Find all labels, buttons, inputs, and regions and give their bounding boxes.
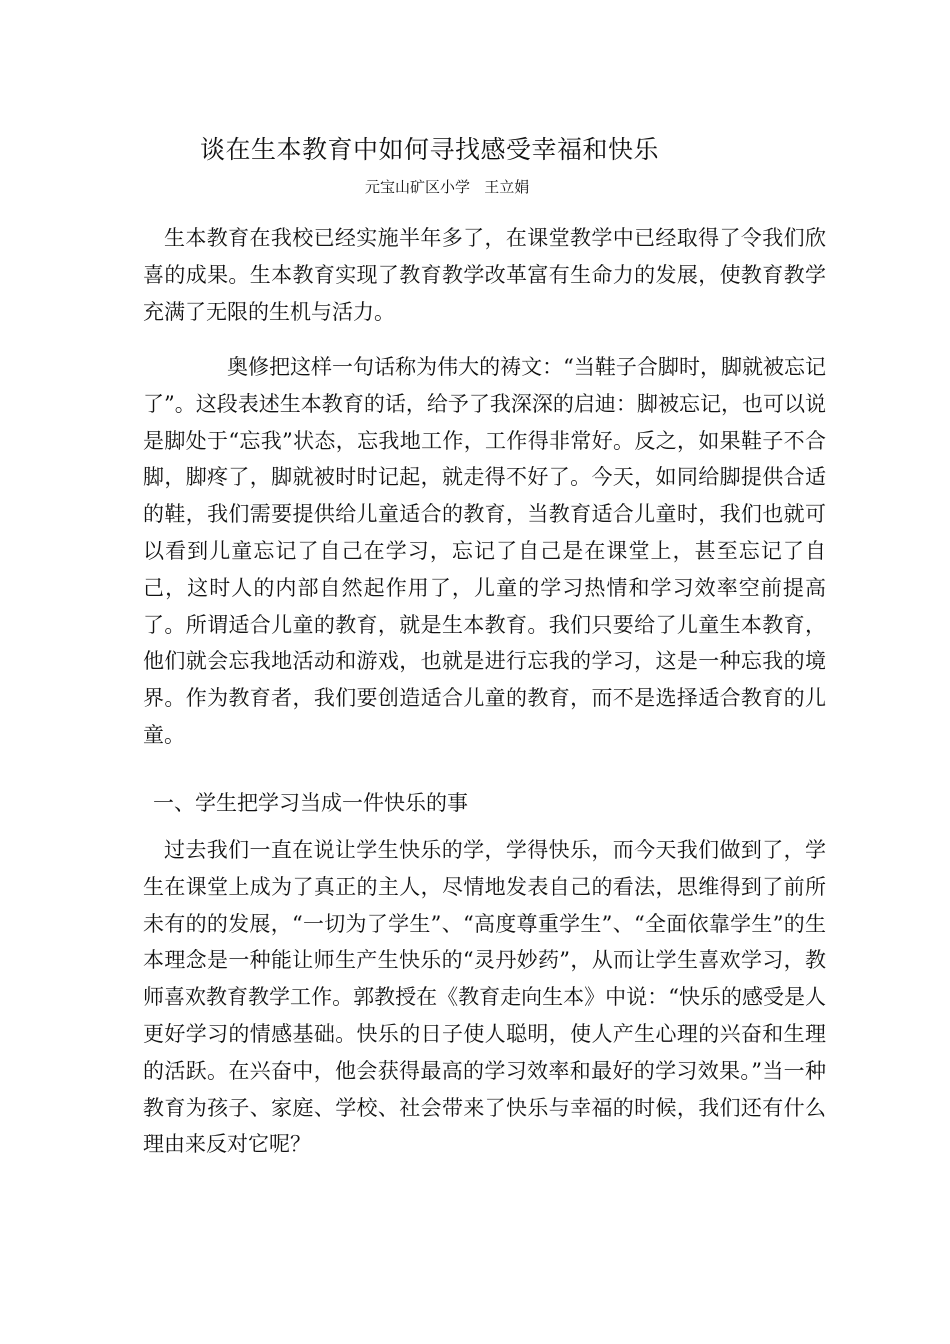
document-title: 谈在生本教育中如何寻找感受幸福和快乐 <box>200 135 660 164</box>
paragraph-intro: 生本教育在我校已经实施半年多了，在课堂教学中已经取得了令我们欣喜的成果。生本教育实现了教育教学改革富有生命力的发展，使教育教学充满了无限的生机与活力。 <box>143 226 826 324</box>
author-line: 元宝山矿区小学 王立娟 <box>365 178 530 196</box>
paragraph-section-one: 过去我们一直在说让学生快乐的学，学得快乐，而今天我们做到了，学生在课堂上成为了真正的主人，尽情地发表自己的看法，思维得到了前所未有的的发展，“一切为了学生”、“高度尊重学生”、“全面依靠学生”的生本理念是一种能让师生产生快乐的“灵丹妙药”，从而让学生喜欢学习，教师喜欢教育教学工作。郭教授在《教育走向生本》中说：“快乐的感受是人更好学习的情感基础。快乐的日子使人聪明，使人产生心理的兴奋和生理的活跃。在兴奋中，他会获得最高的学习效率和最好的学习效果。”当一种教育为孩子、家庭、学校、社会带来了快乐与幸福的时候，我们还有什么理由来反对它呢？ <box>143 838 826 1157</box>
section-heading: 一、学生把学习当成一件快乐的事 <box>153 791 468 815</box>
paragraph-osho-quote: 奥修把这样一句话称为伟大的祷文：“当鞋子合脚时，脚就被忘记了”。这段表述生本教育的话，给予了我深深的启迪：脚被忘记，也可以说是脚处于“忘我”状态，忘我地工作，工作得非常好。反之，如果鞋子不合脚，脚疼了，脚就被时时记起，就走得不好了。今天，如同给脚提供合适的鞋，我们需要提供给儿童适合的教育，当教育适合儿童时，我们也就可以看到儿童忘记了自己在学习，忘记了自己是在课堂上，甚至忘记了自己，这时人的内部自然起作用了，儿童的学习热情和学习效率空前提高了。所谓适合儿童的教育，就是生本教育。我们只要给了儿童生本教育，他们就会忘我地活动和游戏，也就是进行忘我的学习，这是一种忘我的境界。作为教育者，我们要创造适合儿童的教育，而不是选择适合教育的儿童。 <box>143 355 826 747</box>
